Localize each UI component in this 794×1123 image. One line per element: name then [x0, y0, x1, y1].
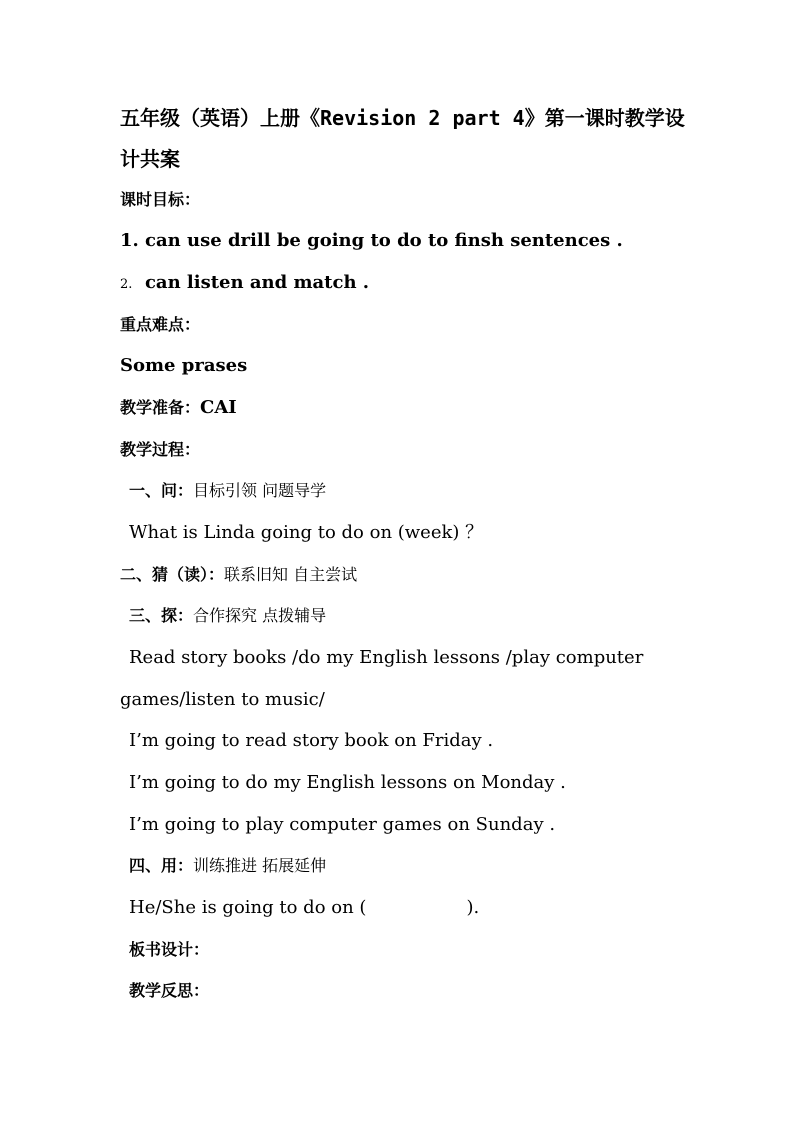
objectives-heading: 课时目标： — [120, 190, 201, 209]
preparation-value: CAI — [200, 397, 237, 418]
lesson-title-line-2: 计共案 — [120, 147, 180, 171]
objective-item-2 — [120, 271, 369, 297]
objective-item-1: 1. can use drill be going to do to finsh sentences . — [120, 230, 623, 251]
board-design-heading: 板书设计： — [129, 940, 210, 959]
reflection-heading: 教学反思： — [129, 981, 210, 1000]
example-sentence-1: I’m going to read story book on Friday . — [129, 730, 494, 751]
key-points-heading: 重点难点： — [120, 315, 201, 334]
title-prefix: 五年级（英语）上册《 — [120, 106, 320, 130]
title-suffix: 》第一课时教学设 — [524, 106, 685, 130]
process-heading: 教学过程： — [120, 440, 201, 459]
lesson-title-line-1 — [120, 105, 685, 131]
step-3-phrases-line-1: Read story books /do my English lessons /play computer — [129, 647, 644, 668]
step-2-label: 二、猜（读）： — [120, 565, 225, 584]
step-3-label: 三、探： — [129, 606, 194, 625]
example-sentence-2: I’m going to do my English lessons on Monday . — [129, 772, 566, 793]
step-3-text: 合作探究 点拨辅导 — [193, 606, 327, 625]
step-4-sentence-start: He/She is going to do on ( — [129, 897, 367, 918]
step-4-text: 训练推进 拓展延伸 — [193, 856, 327, 875]
step-1-question: What is Linda going to do on (week) ？ — [129, 522, 484, 543]
step-2-line — [120, 563, 357, 587]
objective-item-2-number: 2. — [120, 277, 133, 292]
objective-item-2-text: can listen and match . — [144, 272, 370, 293]
key-points-text: Some prases — [120, 355, 248, 376]
step-1-line — [129, 479, 326, 503]
step-2-text: 联系旧知 自主尝试 — [224, 565, 358, 584]
step-1-label: 一、问： — [129, 481, 194, 500]
title-unit: Revision 2 part 4 — [320, 106, 525, 130]
example-sentence-3: I’m going to play computer games on Sunday . — [129, 814, 556, 835]
step-4-line — [129, 854, 326, 878]
step-4-label: 四、用： — [129, 856, 194, 875]
step-1-text: 目标引领 问题导学 — [193, 481, 327, 500]
preparation-line — [120, 396, 237, 420]
step-4-sentence — [129, 896, 479, 920]
step-3-line — [129, 604, 326, 628]
step-3-phrases-line-2: games/listen to music/ — [120, 689, 325, 710]
step-4-sentence-end: ). — [466, 897, 480, 918]
preparation-label: 教学准备： — [120, 398, 201, 417]
